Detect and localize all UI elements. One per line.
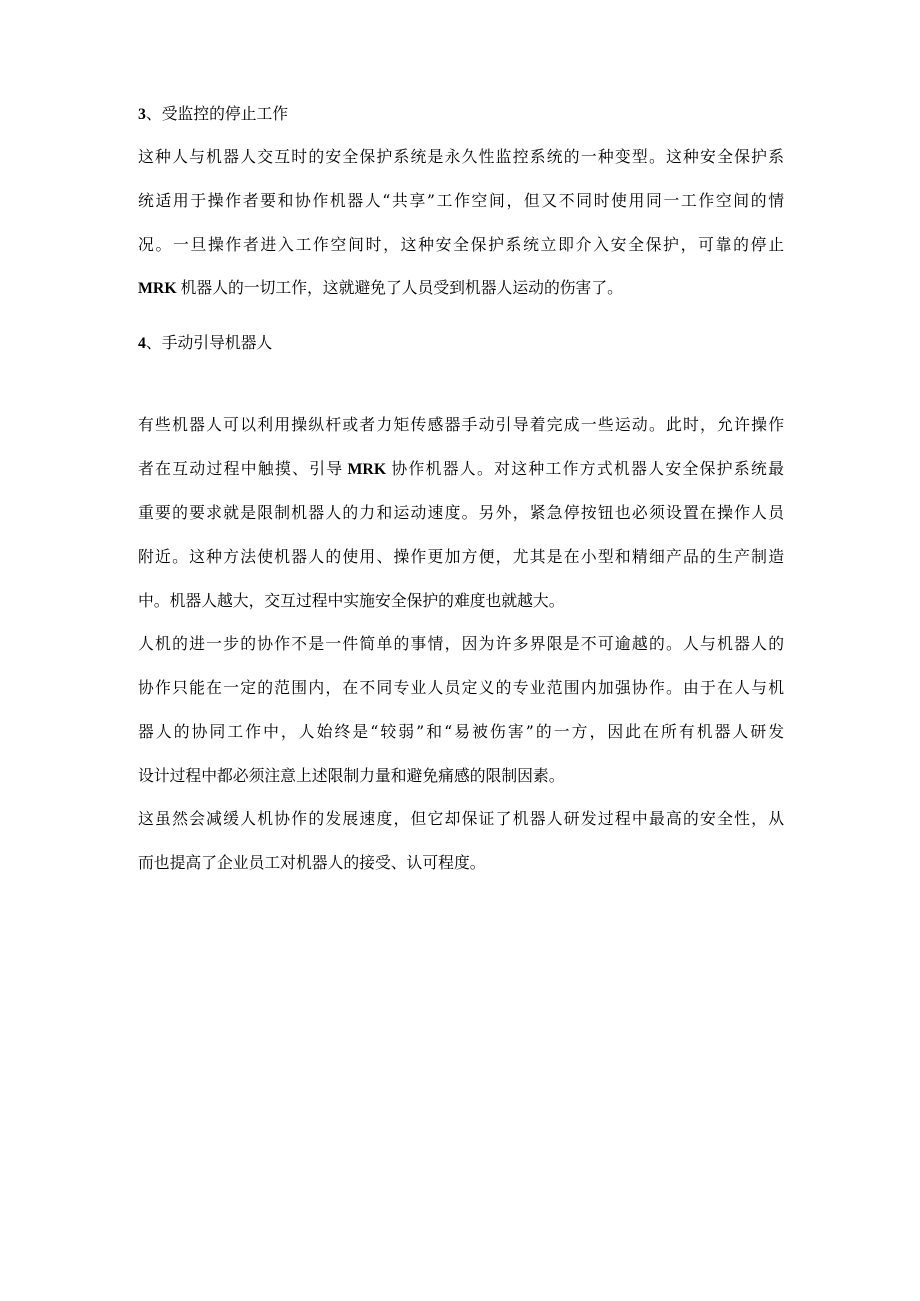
section-4-p3-line-1: 这虽然会减缓人机协作的发展速度，但它却保证了机器人研发过程中最高的安全性，从 (138, 809, 784, 828)
section-4-p1-line-5: 中。机器人越大，交互过程中实施安全保护的难度也就越大。 (138, 591, 565, 610)
section-3-paragraph-line-4-text: 机器人的一切工作，这就避免了人员受到机器人运动的伤害了。 (180, 278, 623, 297)
section-4-p1-line-1: 有些机器人可以利用操纵杆或者力矩传感器手动引导着完成一些运动。此时，允许操作 (138, 415, 784, 434)
section-4-p2-line-3: 器人的协同工作中，人始终是“较弱”和“易被伤害”的一方，因此在所有机器人研发 (138, 722, 784, 741)
section-4-p1-line-4: 附近。这种方法使机器人的使用、操作更加方便，尤其是在小型和精细产品的生产制造 (138, 547, 784, 566)
mrk-term: MRK (347, 461, 387, 478)
section-4-heading (138, 331, 784, 356)
section-4-p1-line-2-b: 协作机器人。对这种工作方式机器人安全保护系统最 (390, 459, 784, 478)
section-3-heading (138, 102, 784, 127)
section-4-title: 、手动引导机器人 (145, 333, 273, 352)
section-4-p1-line-3: 重要的要求就是限制机器人的力和运动速度。另外，紧急停按钮也必须设置在操作人员 (138, 503, 784, 522)
section-3-paragraph-line-2: 统适用于操作者要和协作机器人“共享”工作空间，但又不同时使用同一工作空间的情 (138, 191, 784, 210)
section-3-paragraph-line-1: 这种人与机器人交互时的安全保护系统是永久性监控系统的一种变型。这种安全保护系 (138, 147, 784, 166)
section-3-title: 、受监控的停止工作 (145, 104, 289, 123)
section-4-p2-line-4: 设计过程中都必须注意上述限制力量和避免痛感的限制因素。 (138, 766, 565, 785)
section-4-p3-line-2: 而也提高了企业员工对机器人的接受、认可程度。 (138, 853, 486, 872)
section-3-number: 3 (138, 106, 146, 123)
mrk-term: MRK (138, 280, 177, 297)
section-4-p1-line-2-a: 者在互动过程中触摸、引导 (138, 459, 344, 478)
section-4-number: 4 (138, 335, 146, 352)
section-4-p1-line-2 (138, 457, 784, 482)
section-3-paragraph-line-3: 况。一旦操作者进入工作空间时，这种安全保护系统立即介入安全保护，可靠的停止 (138, 235, 784, 254)
section-4-p2-line-2: 协作只能在一定的范围内，在不同专业人员定义的专业范围内加强协作。由于在人与机 (138, 678, 784, 697)
section-4-p2-line-1: 人机的进一步的协作不是一件简单的事情，因为许多界限是不可逾越的。人与机器人的 (138, 634, 784, 653)
section-3-paragraph-line-4 (138, 276, 784, 301)
